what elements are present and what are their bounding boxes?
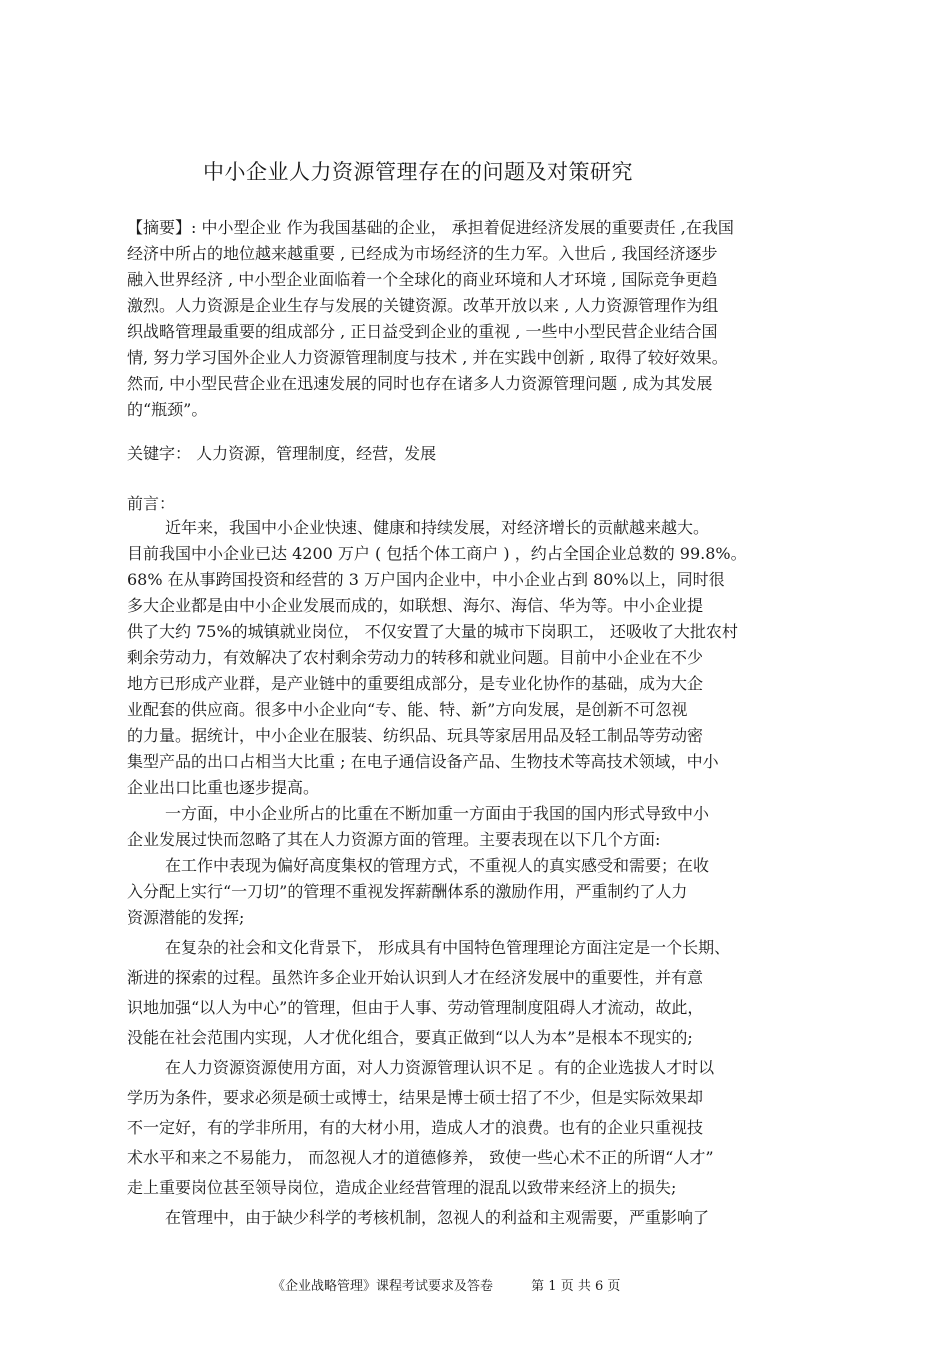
body-line: 资源潜能的发挥; bbox=[127, 908, 245, 927]
body-line: 多大企业都是由中小企业发展而成的，如联想、海尔、海信、华为等。中小企业提 bbox=[127, 596, 704, 615]
body-line: 业配套的供应商。很多中小企业向“专、能、特、新”方向发展，是创新不可忽视 bbox=[127, 700, 688, 719]
body-line: 68% 在从事跨国投资和经营的 3 万户国内企业中，中小企业占到 80%以上，同时很 bbox=[127, 570, 725, 589]
body-line: 近年来，我国中小企业快速、健康和持续发展，对经济增长的贡献越来越大。 bbox=[165, 518, 710, 537]
abstract-line: 【摘要】: 中小型企业 作为我国基础的企业， 承担着促进经济发展的重要责任 ,在我国 bbox=[127, 218, 734, 237]
body-line: 集型产品的出口占相当大比重 ; 在电子通信设备产品、生物技术等高技术领域，中小 bbox=[127, 752, 719, 771]
body-line: 没能在社会范围内实现，人才优化组合，要真正做到“以人为本”是根本不现实的; bbox=[127, 1028, 693, 1047]
document-title: 中小企业人力资源管理存在的问题及对策研究 bbox=[203, 160, 633, 184]
body-line: 渐进的探索的过程。虽然许多企业开始认识到人才在经济发展中的重要性，并有意 bbox=[127, 968, 704, 987]
body-line: 地方已形成产业群，是产业链中的重要组成部分，是专业化协作的基础，成为大企 bbox=[127, 674, 704, 693]
body-line: 不一定好，有的学非所用，有的大材小用，造成人才的浪费。也有的企业只重视技 bbox=[127, 1118, 704, 1137]
preface-label: 前言： bbox=[127, 494, 176, 513]
body-line: 目前我国中小企业已达 4200 万户 ( 包括个体工商户 ) ，约占全国企业总数的 99.8%。 bbox=[127, 544, 747, 563]
page-footer bbox=[272, 1275, 620, 1294]
body-line: 剩余劳动力，有效解决了农村剩余劳动力的转移和就业问题。目前中小企业在不少 bbox=[127, 648, 704, 667]
footer-page-number: 第 1 页 共 6 页 bbox=[531, 1279, 621, 1294]
footer-course-title: 《企业战略管理》课程考试要求及答卷 bbox=[272, 1279, 494, 1294]
body-line: 入分配上实行“一刀切”的管理不重视发挥薪酬体系的激励作用，严重制约了人力 bbox=[127, 882, 688, 901]
body-line: 一方面，中小企业所占的比重在不断加重一方面由于我国的国内形式导致中小 bbox=[165, 804, 710, 823]
body-line: 走上重要岗位甚至领导岗位，造成企业经营管理的混乱以致带来经济上的损失; bbox=[127, 1178, 677, 1197]
body-line: 在复杂的社会和文化背景下， 形成具有中国特色管理理论方面注定是一个长期、 bbox=[165, 938, 731, 957]
body-line: 供了大约 75%的城镇就业岗位， 不仅安置了大量的城市下岗职工， 还吸收了大批农村 bbox=[127, 622, 738, 641]
abstract-line: 然而, 中小型民营企业在迅速发展的同时也存在诸多人力资源管理问题 , 成为其发展 bbox=[127, 374, 713, 393]
keywords: 关键字： 人力资源，管理制度，经营，发展 bbox=[127, 444, 437, 463]
body-line: 在工作中表现为偏好高度集权的管理方式，不重视人的真实感受和需要；在收 bbox=[165, 856, 710, 875]
body-line: 企业发展过快而忽略了其在人力资源方面的管理。主要表现在以下几个方面: bbox=[127, 830, 661, 849]
body-line: 识地加强“以人为中心”的管理，但由于人事、劳动管理制度阻碍人才流动，故此， bbox=[127, 998, 704, 1017]
abstract-line: 融入世界经济 , 中小型企业面临着一个全球化的商业环境和人才环境 , 国际竞争更趋 bbox=[127, 270, 718, 289]
abstract-line: 情, 努力学习国外企业人力资源管理制度与技术 , 并在实践中创新 , 取得了较好效果。 bbox=[127, 348, 728, 367]
abstract-line: 经济中所占的地位越来越重要 , 已经成为市场经济的生力军。入世后 , 我国经济逐步 bbox=[127, 244, 718, 263]
body-line: 企业出口比重也逐步提高。 bbox=[127, 778, 320, 797]
abstract bbox=[127, 215, 827, 423]
body-line: 学历为条件，要求必须是硕士或博士，结果是博士硕士招了不少，但是实际效果却 bbox=[127, 1088, 704, 1107]
abstract-line: 织战略管理最重要的组成部分 , 正日益受到企业的重视 , 一些中小型民营企业结合国 bbox=[127, 322, 718, 341]
body-line: 在人力资源资源使用方面，对人力资源管理认识不足 。有的企业选拔人才时以 bbox=[165, 1058, 715, 1077]
abstract-line: 的“瓶颈”。 bbox=[127, 400, 208, 419]
body-text bbox=[127, 515, 827, 1231]
body-line: 的力量。据统计，中小企业在服装、纺织品、玩具等家居用品及轻工制品等劳动密 bbox=[127, 726, 704, 745]
body-line: 术水平和来之不易能力， 而忽视人才的道德修养， 致使一些心术不正的所谓“人才” bbox=[127, 1148, 714, 1167]
abstract-line: 激烈。人力资源是企业生存与发展的关键资源。改革开放以来 , 人力资源管理作为组 bbox=[127, 296, 719, 315]
body-line: 在管理中，由于缺少科学的考核机制，忽视人的利益和主观需要，严重影响了 bbox=[165, 1208, 710, 1227]
